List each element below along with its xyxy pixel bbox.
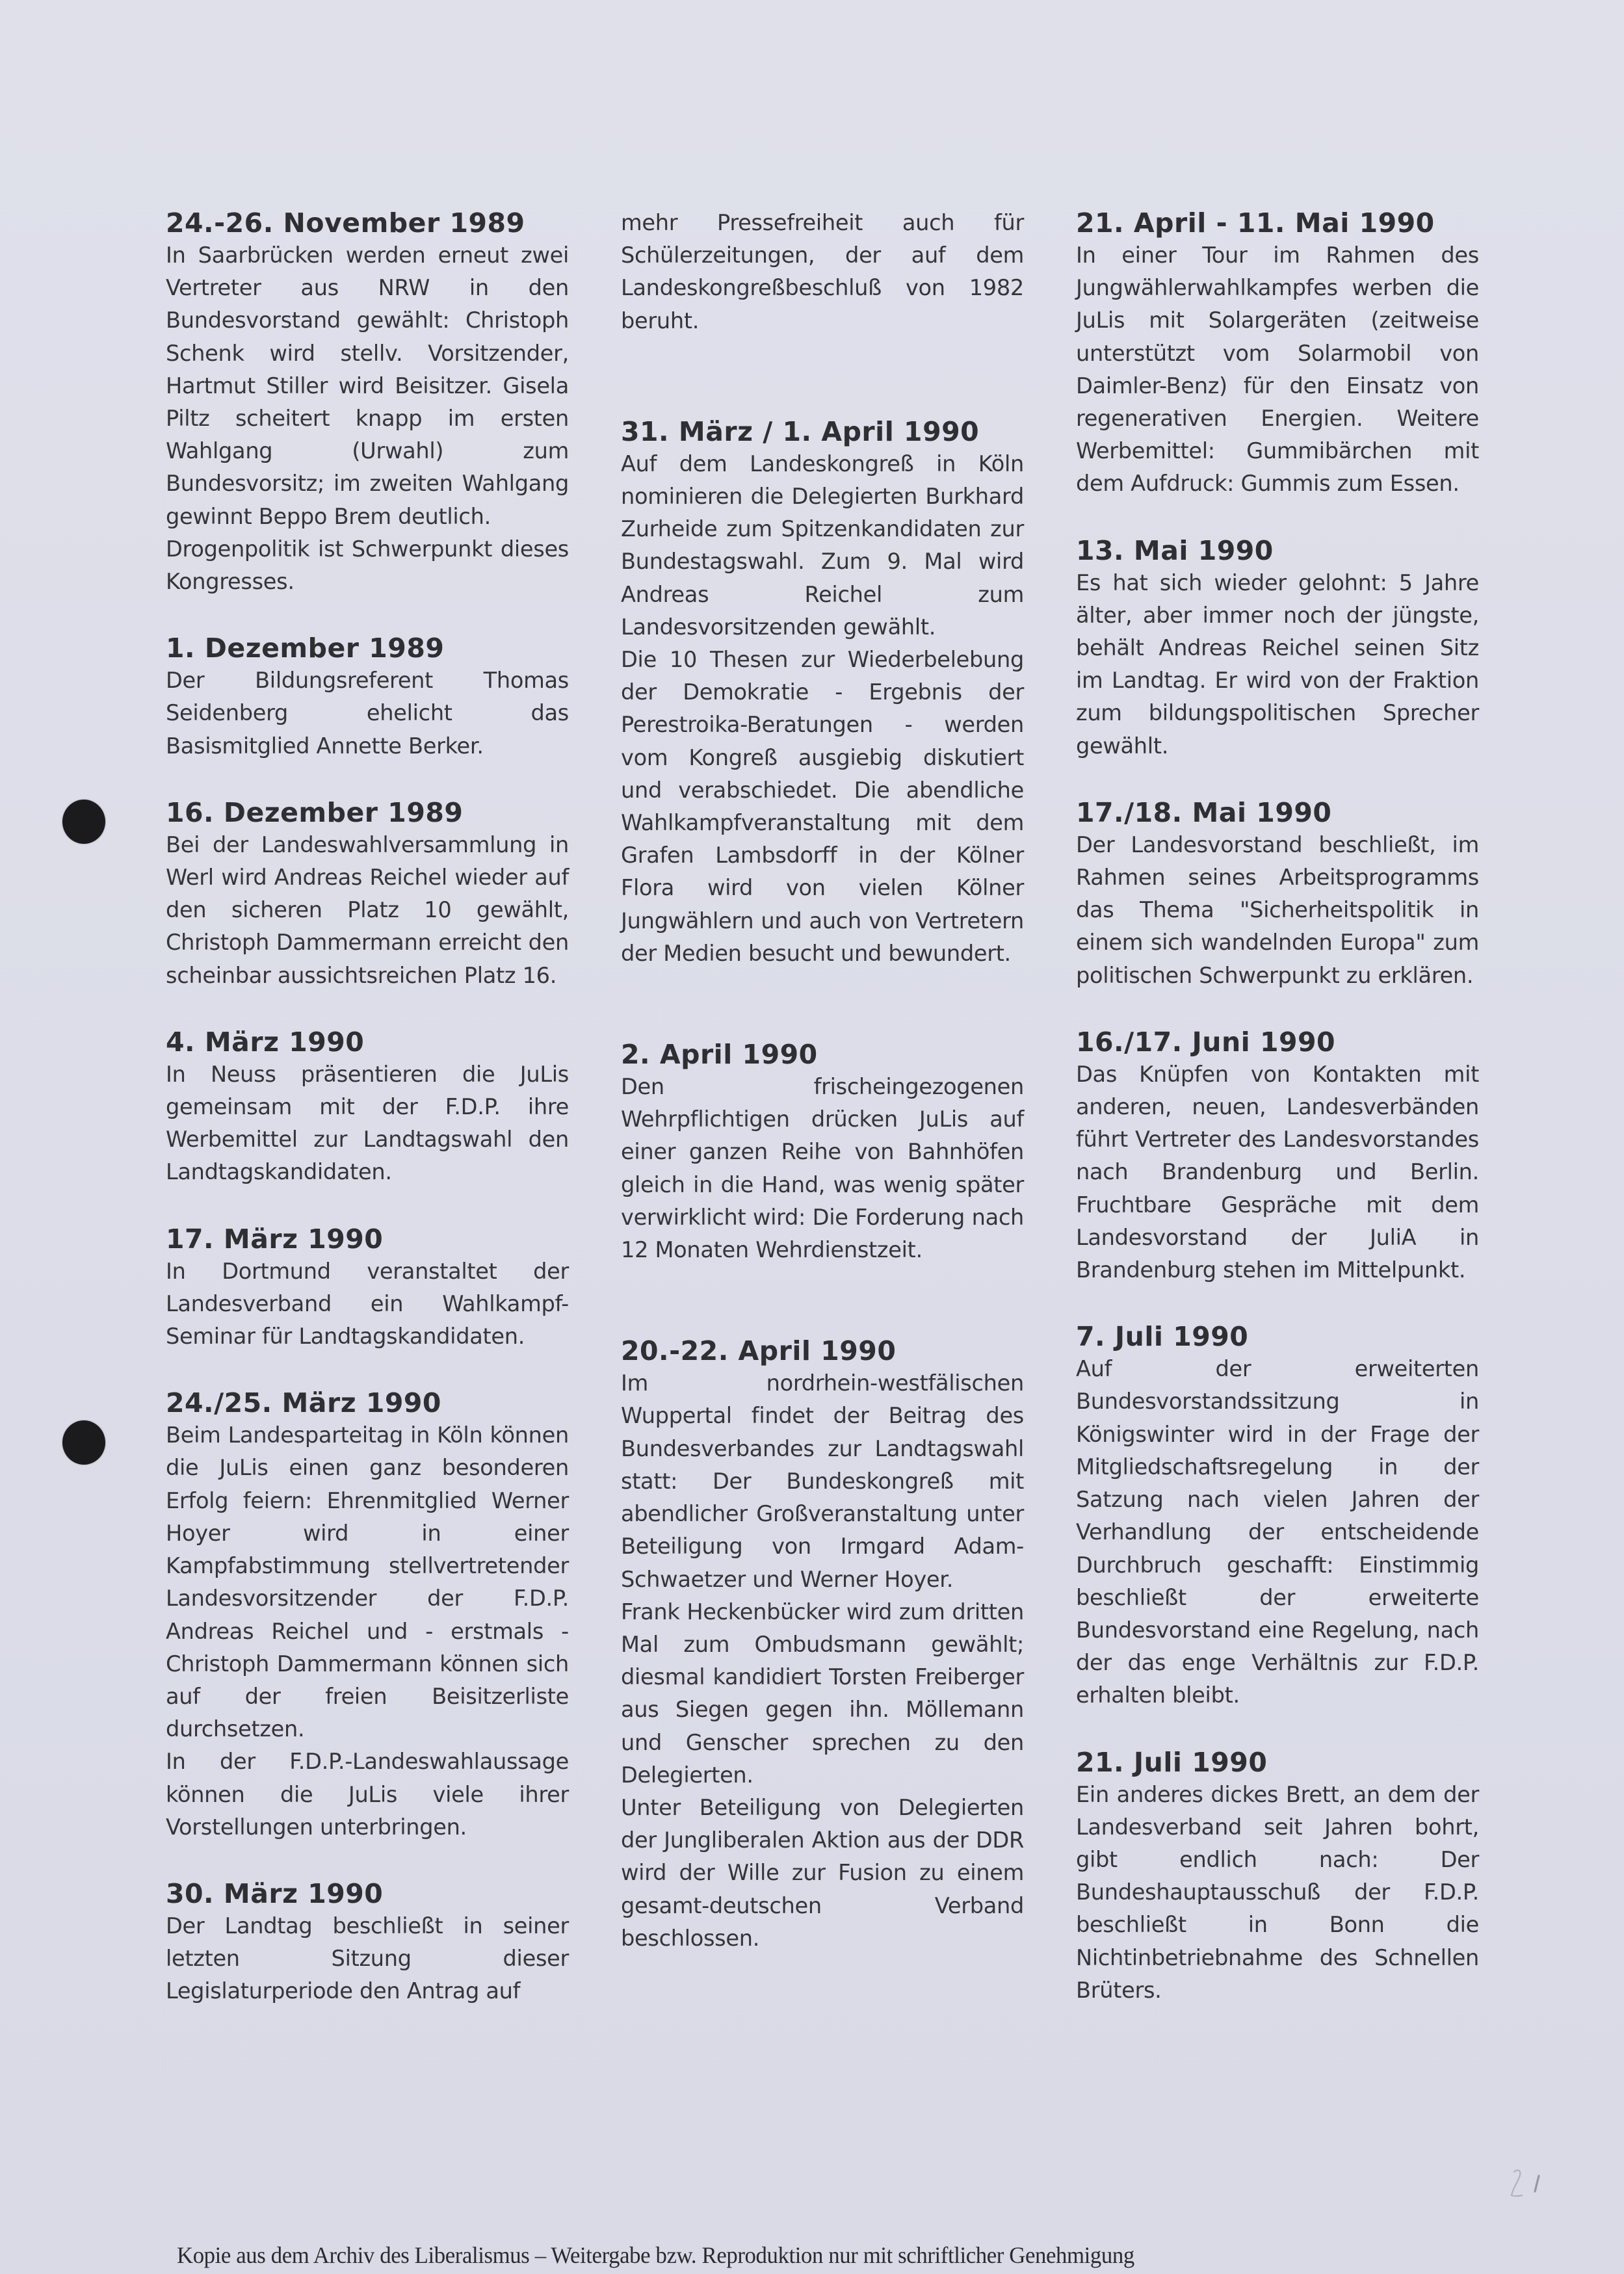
entry-date: 21. Juli 1990 (1076, 1746, 1268, 1778)
entry-paragraph: Ein anderes dickes Brett, an dem der Landesverband seit Jahren bohrt, gibt endlich nach: Der Bundeshauptausschuß der F.D.P. beschließt in Bonn die Nichtinbetriebnahme des Schnellen Brüters. (1076, 1781, 1479, 2003)
column-right (1076, 207, 1479, 2007)
entry-text (1076, 239, 1479, 501)
entry-paragraph: Die 10 Thesen zur Wiederbelebung der Demokratie - Ergebnis der Perestroika-Beratungen - werden vom Kongreß ausgiebig diskutiert und verabschiedet. Die abendliche Wahlkampfveranstaltung mit dem Grafen Lambsdorff in der Kölner Flora wird von vielen Kölner Jungwählern und auch von Vertretern der Medien besucht und bewundert. (621, 647, 1024, 966)
entry-date: 16. Dezember 1989 (166, 796, 464, 828)
chronicle-entry (166, 796, 569, 992)
entry-paragraph: Drogenpolitik ist Schwerpunkt dieses Kongresses. (166, 536, 569, 595)
entry-date: 16./17. Juni 1990 (1076, 1026, 1336, 1058)
entry-text (1076, 1058, 1479, 1287)
chronicle-entry (1076, 207, 1479, 501)
entry-paragraph: Unter Beteiligung von Delegierten der Jungliberalen Aktion aus der DDR wird der Wille zur Fusion zu einem gesamt-deutschen Verband beschlossen. (621, 1794, 1024, 1951)
entry-date: 24.-26. November 1989 (166, 207, 525, 239)
entry-date: 1. Dezember 1989 (166, 633, 445, 664)
chronicle-entry-continued (621, 207, 1024, 337)
column-left (166, 207, 569, 2008)
entry-paragraph: In einer Tour im Rahmen des Jungwählerwahlkampfes werben die JuLis mit Solargeräten (zeitweise unterstützt vom Solarmobil von Daimler-Benz) für den Einsatz von regenerativen Energien. Weitere Werbemittel: Gummibärchen mit dem Aufdruck: Gummis zum Essen. (1076, 242, 1479, 497)
entry-text (1076, 1779, 1479, 2007)
chronicle-entry (1076, 796, 1479, 992)
entry-paragraph: Der Bildungsreferent Thomas Seidenberg ehelicht das Basismitglied Annette Berker. (166, 668, 569, 759)
entry-text (621, 207, 1024, 337)
entry-text (166, 1419, 569, 1844)
entry-text (621, 1367, 1024, 1955)
entry-text (621, 1071, 1024, 1266)
entry-paragraph: Den frischeingezogenen Wehrpflichtigen drücken JuLis auf einer ganzen Reihe von Bahnhöfen gleich in die Hand, was wenig später verwirklicht wird: Die Forderung nach 12 Monaten Wehrdienstzeit. (621, 1074, 1024, 1263)
entry-paragraph: In Dortmund veranstaltet der Landesverband ein Wahlkampf-Seminar für Landtagskandidaten. (166, 1258, 569, 1350)
entry-text (1076, 829, 1479, 992)
entry-date: 13. Mai 1990 (1076, 534, 1274, 566)
entry-text (1076, 567, 1479, 763)
chronicle-entry (166, 1877, 569, 2008)
punch-hole-upper (62, 800, 105, 844)
entry-date: 2. April 1990 (621, 1039, 818, 1071)
chronicle-entry (166, 207, 569, 598)
entry-paragraph: In Neuss präsentieren die JuLis gemeinsam mit der F.D.P. ihre Werbemittel zur Landtagswahl den Landtagskandidaten. (166, 1061, 569, 1185)
entry-paragraph: Auf der erweiterten Bundesvorstandssitzung in Königswinter wird in der Frage der Mitgliedschaftsregelung in der Satzung nach vielen Jahren der Verhandlung der entscheidende Durchbruch geschafft: Einstimmig beschließt der erweiterte Bundesvorstand eine Regelung, nach der das enge Verhältnis zur F.D.P. erhalten bleibt. (1076, 1356, 1479, 1708)
archive-footer-notice: Kopie aus dem Archiv des Liberalismus – Weitergabe bzw. Reproduktion nur mit schriftlicher Genehmigung (177, 2242, 1134, 2268)
entry-date: 17. März 1990 (166, 1223, 384, 1255)
entry-paragraph: In Saarbrücken werden erneut zwei Vertreter aus NRW in den Bundesvorstand gewählt: Christoph Schenk wird stellv. Vorsitzender, Hartmut Stiller wird Beisitzer. Gisela Piltz scheitert knapp im ersten Wahlgang (Urwahl) zum Bundesvorsitz; im zweiten Wahlgang gewinnt Beppo Brem deutlich. (166, 242, 569, 529)
entry-text (1076, 1353, 1479, 1712)
entry-paragraph: Der Landtag beschließt in seiner letzten Sitzung dieser Legislaturperiode den Antrag auf (166, 1913, 569, 2004)
entry-date: 21. April - 11. Mai 1990 (1076, 207, 1435, 239)
chronicle-entry (621, 1335, 1024, 1955)
handwritten-page-number (1505, 2162, 1551, 2207)
entry-paragraph: Im nordrhein-westfälischen Wuppertal findet der Beitrag des Bundesverbandes zur Landtagswahl statt: Der Bundeskongreß mit abendlicher Großveranstaltung unter Beteiligung von Irmgard Adam-Schwaetzer und Werner Hoyer. (621, 1370, 1024, 1592)
chronicle-entry (621, 1038, 1024, 1266)
entry-text (166, 1058, 569, 1189)
column-middle (621, 207, 1024, 1955)
entry-paragraph: Es hat sich wieder gelohnt: 5 Jahre älter, aber immer noch der jüngste, behält Andreas Reichel seinen Sitz im Landtag. Er wird von der Fraktion zum bildungspolitischen Sprecher gewählt. (1076, 569, 1479, 759)
chronicle-entry (166, 1223, 569, 1353)
chronicle-entry (166, 1387, 569, 1844)
entry-text (166, 239, 569, 598)
entry-date: 4. März 1990 (166, 1026, 365, 1058)
entry-paragraph: mehr Pressefreiheit auch für Schülerzeitungen, der auf dem Landeskongreßbeschluß von 1982 beruht. (621, 210, 1024, 333)
entry-date: 30. März 1990 (166, 1877, 384, 1909)
punch-hole-lower (62, 1420, 105, 1465)
entry-text (166, 1910, 569, 2008)
chronicle-entry (166, 1026, 569, 1189)
entry-text (166, 829, 569, 992)
chronicle-entry (1076, 1320, 1479, 1712)
entry-paragraph: Der Landesvorstand beschließt, im Rahmen seines Arbeitsprogramms das Thema "Sicherheitspolitik in einem sich wandelnden Europa" zum politischen Schwerpunkt zu erklären. (1076, 831, 1479, 988)
entry-date: 31. März / 1. April 1990 (621, 415, 980, 447)
chronicle-entry (1076, 1026, 1479, 1287)
entry-paragraph: Beim Landesparteitag in Köln können die JuLis einen ganz besonderen Erfolg feiern: Ehrenmitglied Werner Hoyer wird in einer Kampfabstimmung stellvertretender Landesvorsitzender der F.D.P. Andreas Reichel und - erstmals - Christoph Dammermann können sich auf der freien Beisitzerliste durchsetzen. (166, 1422, 569, 1742)
chronicle-entry (1076, 534, 1479, 763)
entry-paragraph: Frank Heckenbücker wird zum dritten Mal zum Ombudsmann gewählt; diesmal kandidiert Torsten Freiberger aus Siegen gegen ihn. Möllemann und Genscher sprechen zu den Delegierten. (621, 1599, 1024, 1788)
entry-text (621, 448, 1024, 970)
entry-paragraph: Bei der Landeswahlversammlung in Werl wird Andreas Reichel wieder auf den sicheren Platz 10 gewählt, Christoph Dammermann erreicht den scheinbar aussichtsreichen Platz 16. (166, 831, 569, 988)
entry-date: 17./18. Mai 1990 (1076, 796, 1332, 828)
entry-paragraph: Auf dem Landeskongreß in Köln nominieren die Delegierten Burkhard Zurheide zum Spitzenkandidaten zur Bundestagswahl. Zum 9. Mal wird Andreas Reichel zum Landesvorsitzenden gewählt. (621, 451, 1024, 640)
entry-date: 7. Juli 1990 (1076, 1321, 1249, 1353)
chronicle-entry (166, 632, 569, 763)
entry-paragraph: Das Knüpfen von Kontakten mit anderen, neuen, Landesverbänden führt Vertreter des Landesvorstandes nach Brandenburg und Berlin. Fruchtbare Gespräche mit dem Landesvorstand der JuliA in Brandenburg stehen im Mittelpunkt. (1076, 1061, 1479, 1283)
chronicle-entry (621, 415, 1024, 970)
entry-date: 24./25. März 1990 (166, 1387, 441, 1419)
chronicle-entry (1076, 1746, 1479, 2007)
entry-text (166, 664, 569, 763)
entry-text (166, 1255, 569, 1353)
entry-paragraph: In der F.D.P.-Landeswahlaussage können die JuLis viele ihrer Vorstellungen unterbringen. (166, 1749, 569, 1840)
entry-date: 20.-22. April 1990 (621, 1335, 897, 1367)
